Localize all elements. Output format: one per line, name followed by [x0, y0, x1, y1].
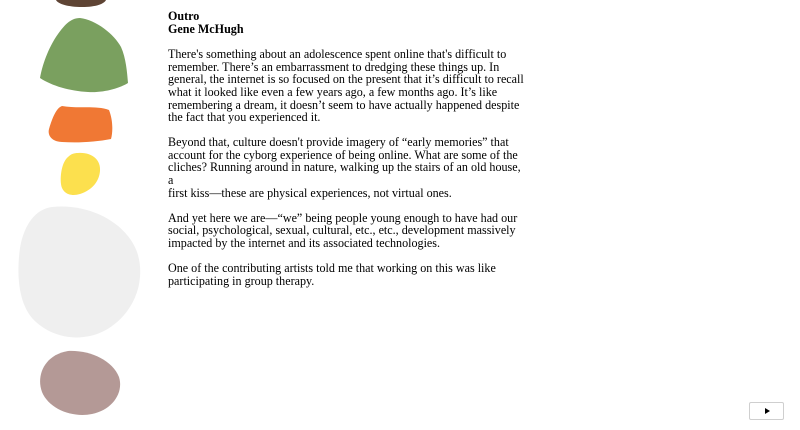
blob-brown[interactable]	[56, 0, 106, 7]
article-author: Gene McHugh	[168, 21, 244, 36]
article	[168, 10, 528, 300]
article-paragraph: Beyond that, culture doesn't provide imagery of “early memories” that account for the cyborg experience of being online. What are some of the cliches? Running around in nature, walking up the stairs of an old house, a first kiss—these are physical experiences, not virtual ones.	[168, 135, 521, 200]
play-button[interactable]	[749, 402, 784, 420]
blob-mauve[interactable]	[40, 351, 120, 415]
blob-light-gray[interactable]	[18, 206, 140, 337]
article-title: Outro	[168, 9, 200, 23]
play-icon	[765, 408, 770, 414]
blob-orange[interactable]	[49, 106, 113, 142]
blob-green[interactable]	[40, 18, 128, 92]
article-paragraph: And yet here we are—“we” being people young enough to have had our social, psychological, sexual, cultural, etc., etc., development massively impacted by the internet and its associated technologies.	[168, 210, 518, 250]
blob-navigation	[0, 0, 160, 430]
blob-yellow[interactable]	[61, 153, 100, 195]
article-paragraph: There's something about an adolescence spent online that's difficult to remember. There’s an embarrassment to dredging these things up. In general, the internet is so focused on the present that it’s difficult to recall what it looked like even a few years ago, a few months ago. It’s like remembering a dream, it doesn’t seem to have actually happened despite the fact that you experienced it.	[168, 47, 524, 125]
blob-canvas	[0, 0, 160, 430]
article-paragraph: One of the contributing artists told me that working on this was like participating in group therapy.	[168, 261, 496, 288]
